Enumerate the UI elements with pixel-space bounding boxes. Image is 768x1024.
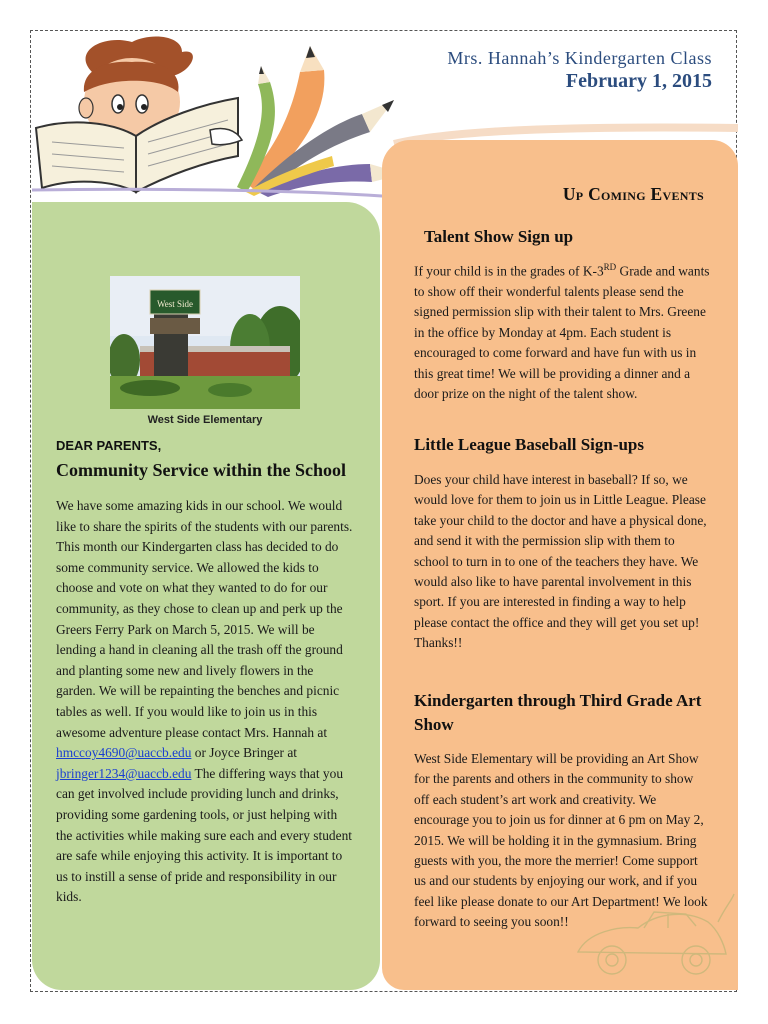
talent-show-body: If your child is in the grades of K-3RD Grade and wants to show off their wonderful talents please send the signed permission slip with their talent to Mrs. Greene in the office by Monday at 4pm. Each student is encouraged to come forward and have fun with us in this great time! We will be providing a dinner and a door prize on the night of the talent show. <box>414 262 710 401</box>
svg-text:West Side: West Side <box>156 299 194 309</box>
community-service-body: We have some amazing kids in our school. We would like to share the spirits of the students with our parents. This month our Kindergarten class has decided to do some community service. We allowed the kids to choose and vote on what they wanted to do for our community, as they chose to clean up and perk up the Greers Ferry Park on March 5, 2015. We will be lending a hand in cleaning all the trash off the ground and planting some new and lively flowers in the garden. We will be repainting the benches and picnic tables as well. If you would like to join us in this awesome adventure please contact Mrs. Hannah at hmccoy4690@uaccb.edu or Joyce Bringer at jbringer1234@uaccb.edu The differing ways that you can get involved include providing lunch and drinks, providing some gardening tools, or just helping with the activities while making sure each and every student are safe while enjoying this activity. It is important to us to instill a sense of pride and responsibility in our kids. <box>56 498 353 905</box>
email-link-hannah[interactable]: hmccoy4690@uaccb.edu <box>56 745 192 761</box>
photo-caption: West Side Elementary <box>147 414 263 426</box>
talent-show-title: Talent Show Sign up <box>424 227 574 246</box>
baseball-title: Little League Baseball Sign-ups <box>414 435 645 454</box>
community-service-heading: Community Service within the School <box>56 460 346 480</box>
car-line-art <box>568 892 736 988</box>
art-show-body: West Side Elementary will be providing an Art Show for the parents and others in the community to show off each student’s art work and creativity. We encourage you to join us for dinner at 6 pm on May 2, 2015. We will be holding it in the gymnasium. Bring guests with you, the more the merrier! Come support us and our students by enjoying our work, and if you feel like please donate to our Art Department! We look forward to seeing you soon!! <box>414 751 708 930</box>
upcoming-events-heading: Up Coming Events <box>562 184 704 204</box>
salutation: DEAR PARENTS, <box>56 438 162 453</box>
issue-date: February 1, 2015 <box>565 70 712 92</box>
school-photo <box>110 276 300 409</box>
class-name: Mrs. Hannah’s Kindergarten Class <box>447 48 712 68</box>
art-show-title: Kindergarten through Third Grade Art Show <box>414 691 702 734</box>
baseball-body: Does your child have interest in baseball? If so, we would love for them to join us in Little League. Please take your child to the doctor and have a physical done, and send it with the permission slip with them to school to turn in to one of the teachers they have. We would also like to have parental involvement in this sport. If you are interested in finding a way to help please contact the office and they will get you set up! Thanks!! <box>414 472 707 651</box>
email-link-bringer[interactable]: jbringer1234@uaccb.edu <box>56 765 192 781</box>
